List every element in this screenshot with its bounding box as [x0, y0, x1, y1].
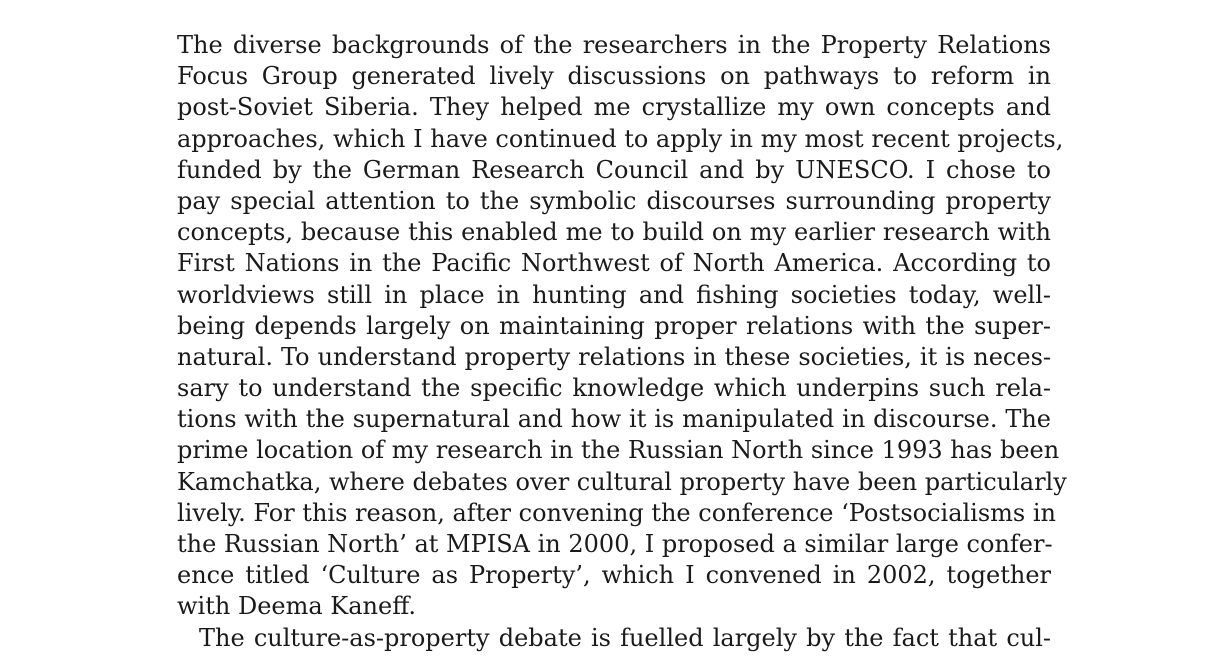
paragraph-2 — [177, 623, 1051, 654]
text-line: being depends largely on maintaining proper relations with the super- — [177, 311, 1051, 340]
text-line: tions with the supernatural and how it is manipulated in discourse. The — [177, 405, 1051, 434]
text-line: Focus Group generated lively discussions on pathways to reform in — [177, 62, 1051, 91]
text-line: concepts, because this enabled me to build on my earlier research with — [177, 218, 1051, 247]
text-line: pay special attention to the symbolic discourses surrounding property — [177, 186, 1051, 215]
text-line: funded by the German Research Council and by UNESCO. I chose to — [177, 155, 1051, 184]
paragraph-1 — [177, 30, 1067, 623]
text-line: sary to understand the specific knowledge which underpins such rela- — [177, 374, 1051, 403]
text-line: worldviews still in place in hunting and fishing societies today, well- — [177, 280, 1051, 309]
text-line: lively. For this reason, after convening the conference ‘Postsocialisms in — [177, 498, 1057, 527]
text-line: with Deema Kaneff. — [177, 592, 417, 621]
text-line: the Russian North’ at MPISA in 2000, I proposed a similar large confer- — [177, 530, 1053, 558]
text-line: natural. To understand property relations in these societies, it is neces- — [177, 342, 1051, 371]
text-line: First Nations in the Pacific Northwest of North America. According to — [177, 249, 1051, 278]
text-line: approaches, which I have continued to apply in my most recent projects, — [177, 124, 1064, 153]
text-line: Kamchatka, where debates over cultural property have been particularly — [177, 467, 1067, 496]
text-line: prime location of my research in the Russian North since 1993 has been — [177, 436, 1060, 465]
text-line: ence titled ‘Culture as Property’, which I convened in 2002, together — [177, 561, 1051, 590]
text-line: The culture-as-property debate is fuelled largely by the fact that cul- — [199, 623, 1051, 652]
text-line: post-Soviet Siberia. They helped me crystallize my own concepts and — [177, 93, 1051, 122]
body-text — [177, 30, 1067, 654]
text-line: The diverse backgrounds of the researchers in the Property Relations — [177, 31, 1051, 59]
